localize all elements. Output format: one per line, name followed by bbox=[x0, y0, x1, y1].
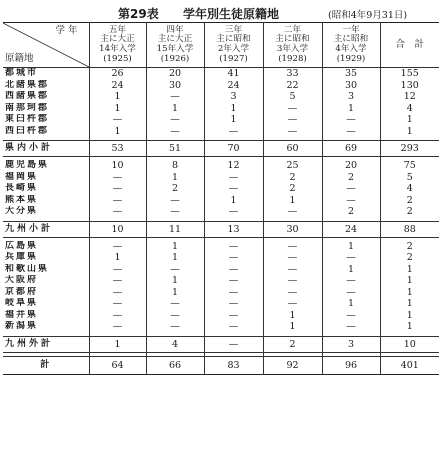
grade-count-cell: — bbox=[89, 275, 146, 287]
table-row bbox=[3, 103, 439, 115]
grade-count-cell: — bbox=[89, 321, 146, 333]
row-total-cell: 293 bbox=[380, 141, 439, 157]
corner-origin-label: 原籍地 bbox=[5, 53, 34, 65]
grade-count-cell: 1 bbox=[204, 103, 263, 115]
grade-count-cell: 1 bbox=[322, 298, 380, 310]
grade-count-cell: 41 bbox=[204, 68, 263, 80]
table-row bbox=[3, 160, 439, 172]
col-header-line: 主に昭和 bbox=[275, 34, 310, 45]
table-row bbox=[3, 241, 439, 253]
grade-count-cell: — bbox=[322, 183, 380, 195]
grade-count-cell: — bbox=[322, 114, 380, 126]
grade-count-cell: 1 bbox=[322, 264, 380, 276]
grade-count-cell: 69 bbox=[322, 141, 380, 157]
grade-count-cell: 1 bbox=[89, 252, 146, 264]
grade-count-cell: 83 bbox=[204, 356, 263, 374]
grade-count-cell: — bbox=[89, 172, 146, 184]
grade-count-cell: — bbox=[146, 91, 204, 103]
grade-count-cell: 70 bbox=[204, 141, 263, 157]
grade-count-cell: — bbox=[322, 195, 380, 207]
row-label: 都城市 bbox=[5, 68, 39, 78]
grade-count-cell: 20 bbox=[146, 68, 204, 80]
grade-count-cell: — bbox=[146, 264, 204, 276]
grade-count-cell: 1 bbox=[89, 103, 146, 115]
table-row bbox=[3, 68, 439, 80]
row-label: 鹿児島県 bbox=[5, 160, 50, 170]
grade-count-cell: 2 bbox=[263, 336, 322, 352]
grade-count-cell: — bbox=[146, 298, 204, 310]
grade-count-cell: 24 bbox=[89, 80, 146, 92]
table-row bbox=[3, 183, 439, 195]
grade-count-cell: — bbox=[146, 321, 204, 333]
grade-count-cell: — bbox=[146, 310, 204, 322]
grade-count-cell: — bbox=[263, 275, 322, 287]
grade-count-cell: 2 bbox=[263, 183, 322, 195]
row-label: 北諸県郡 bbox=[5, 79, 50, 90]
row-total-cell: 1 bbox=[380, 310, 439, 322]
table-name: 学年別生徒原籍地 bbox=[183, 7, 280, 21]
grade-count-cell: — bbox=[322, 321, 380, 333]
col-header-line: 主に大正 bbox=[100, 34, 135, 45]
grade-count-cell: 10 bbox=[89, 160, 146, 172]
col-header-line: 二年 bbox=[283, 24, 302, 35]
origin-by-grade-table bbox=[3, 22, 439, 375]
table-row bbox=[3, 195, 439, 207]
row-total-cell: 12 bbox=[380, 91, 439, 103]
row-label: 岐阜県 bbox=[5, 298, 39, 308]
row-total-cell: 2 bbox=[380, 206, 439, 218]
grade-count-cell: — bbox=[322, 275, 380, 287]
grade-count-cell: — bbox=[263, 264, 322, 276]
row-label: 兵庫県 bbox=[5, 252, 39, 262]
row-label: 九州外計 bbox=[3, 336, 89, 352]
row-label: 福岡県 bbox=[5, 171, 39, 182]
col-header-line: 15年入学 bbox=[156, 44, 194, 54]
row-total-cell: 1 bbox=[380, 264, 439, 276]
grade-count-cell: 92 bbox=[263, 356, 322, 374]
table-row bbox=[3, 114, 439, 126]
col-header-line: 14年入学 bbox=[99, 44, 136, 54]
grade-count-cell: — bbox=[204, 252, 263, 264]
grade-count-cell: 1 bbox=[146, 241, 204, 253]
row-total-cell: 130 bbox=[380, 80, 439, 92]
grade-count-cell: 96 bbox=[322, 356, 380, 374]
row-label: 九州小計 bbox=[3, 221, 89, 237]
corner-header bbox=[3, 23, 89, 68]
grade-count-cell: — bbox=[204, 241, 263, 253]
grade-count-cell: 4 bbox=[146, 336, 204, 352]
row-label: 南那珂郡 bbox=[5, 102, 50, 113]
table-row bbox=[3, 298, 439, 310]
grade-count-cell: 1 bbox=[89, 126, 146, 138]
table-row bbox=[3, 275, 439, 287]
corner-grade-label: 学年 bbox=[55, 25, 81, 36]
row-label: 県内小計 bbox=[3, 141, 89, 157]
grade-count-cell: — bbox=[263, 252, 322, 264]
grade-count-cell: 26 bbox=[89, 68, 146, 80]
col-header-line: (1925) bbox=[103, 53, 132, 64]
col-header-line: 2年入学 bbox=[217, 44, 250, 54]
row-label: 京都府 bbox=[5, 286, 39, 297]
col-header-grade1 bbox=[322, 23, 380, 68]
col-header-line: (1929) bbox=[336, 53, 366, 64]
grade-count-cell: — bbox=[89, 298, 146, 310]
grade-count-cell: — bbox=[146, 126, 204, 138]
grade-count-cell: 30 bbox=[146, 80, 204, 92]
row-label: 熊本県 bbox=[5, 194, 39, 205]
grade-count-cell: 3 bbox=[322, 336, 380, 352]
grade-count-cell: 20 bbox=[322, 160, 380, 172]
grade-count-cell: — bbox=[204, 264, 263, 276]
grade-count-cell: 64 bbox=[89, 356, 146, 374]
row-total-cell: 4 bbox=[380, 183, 439, 195]
table-row bbox=[3, 206, 439, 218]
row-total-cell: 1 bbox=[380, 275, 439, 287]
table-row bbox=[3, 264, 439, 276]
row-total-cell: 4 bbox=[380, 103, 439, 115]
grade-count-cell: — bbox=[204, 298, 263, 310]
grade-count-cell: — bbox=[204, 336, 263, 352]
subtotal-row bbox=[3, 336, 439, 352]
grade-count-cell: 2 bbox=[322, 172, 380, 184]
grade-count-cell: 1 bbox=[322, 103, 380, 115]
grade-count-cell: 1 bbox=[146, 287, 204, 299]
row-label: 新潟県 bbox=[5, 321, 39, 331]
row-total-cell: 1 bbox=[380, 126, 439, 138]
grade-count-cell: — bbox=[89, 195, 146, 207]
row-label: 広島県 bbox=[5, 240, 39, 251]
grade-count-cell: 1 bbox=[146, 172, 204, 184]
grade-count-cell: — bbox=[204, 287, 263, 299]
grade-count-cell: — bbox=[89, 241, 146, 253]
col-header-line: 3年入学 bbox=[276, 44, 309, 54]
grade-count-cell: 12 bbox=[204, 160, 263, 172]
grade-count-cell: 3 bbox=[204, 91, 263, 103]
row-total-cell: 5 bbox=[380, 172, 439, 184]
grade-count-cell: 1 bbox=[146, 252, 204, 264]
grade-count-cell: 30 bbox=[322, 80, 380, 92]
grade-count-cell: 11 bbox=[146, 221, 204, 237]
row-total-cell: 1 bbox=[380, 287, 439, 299]
grade-count-cell: — bbox=[263, 103, 322, 115]
grade-count-cell: — bbox=[89, 264, 146, 276]
grade-count-cell: 1 bbox=[204, 195, 263, 207]
table-row bbox=[3, 91, 439, 103]
col-header-total bbox=[380, 23, 439, 68]
grade-count-cell: 1 bbox=[263, 310, 322, 322]
grade-count-cell: 24 bbox=[322, 221, 380, 237]
col-header-line: (1927) bbox=[219, 53, 248, 64]
row-label: 西諸県郡 bbox=[5, 91, 50, 101]
grade-count-cell: 13 bbox=[204, 221, 263, 237]
table-title bbox=[0, 2, 444, 20]
col-header-grade4 bbox=[146, 23, 204, 68]
subtotal-row bbox=[3, 141, 439, 157]
grade-count-cell: 5 bbox=[263, 91, 322, 103]
col-header-grade5 bbox=[89, 23, 146, 68]
grade-count-cell: — bbox=[89, 287, 146, 299]
grade-count-cell: — bbox=[322, 310, 380, 322]
row-total-cell: 155 bbox=[380, 68, 439, 80]
table-row bbox=[3, 252, 439, 264]
grade-count-cell: 1 bbox=[263, 321, 322, 333]
grade-count-cell: — bbox=[146, 114, 204, 126]
col-header-line: 4年入学 bbox=[335, 44, 367, 54]
row-total-cell: 2 bbox=[380, 195, 439, 207]
grade-count-cell: — bbox=[322, 252, 380, 264]
col-header-grade3 bbox=[204, 23, 263, 68]
col-header-line: (1928) bbox=[278, 53, 307, 64]
table-body bbox=[3, 68, 439, 375]
grade-count-cell: 22 bbox=[263, 80, 322, 92]
grade-count-cell: 51 bbox=[146, 141, 204, 157]
row-total-cell: 1 bbox=[380, 321, 439, 333]
grade-count-cell: 2 bbox=[146, 183, 204, 195]
row-label: 福井県 bbox=[5, 309, 39, 320]
grade-count-cell: — bbox=[263, 287, 322, 299]
row-total-cell: 1 bbox=[380, 114, 439, 126]
subtotal-row bbox=[3, 221, 439, 237]
table-date: (昭和4年9月31日) bbox=[328, 10, 408, 21]
grade-count-cell: 53 bbox=[89, 141, 146, 157]
grade-count-cell: 2 bbox=[322, 206, 380, 218]
row-total-cell: 10 bbox=[380, 336, 439, 352]
grade-count-cell: — bbox=[204, 310, 263, 322]
grade-count-cell: 8 bbox=[146, 160, 204, 172]
grade-count-cell: — bbox=[263, 206, 322, 218]
col-header-line: 四年 bbox=[166, 24, 184, 35]
table-row bbox=[3, 287, 439, 299]
row-total-cell: 88 bbox=[380, 221, 439, 237]
grade-count-cell: — bbox=[263, 114, 322, 126]
table-row bbox=[3, 80, 439, 92]
grade-count-cell: 1 bbox=[146, 103, 204, 115]
grade-count-cell: — bbox=[146, 206, 204, 218]
table-row bbox=[3, 126, 439, 138]
grade-count-cell: — bbox=[89, 310, 146, 322]
grade-count-cell: — bbox=[204, 206, 263, 218]
grade-count-cell: 35 bbox=[322, 68, 380, 80]
col-header-line: 主に大正 bbox=[157, 34, 193, 45]
col-header-line: 合 計 bbox=[395, 39, 424, 51]
grade-count-cell: — bbox=[89, 183, 146, 195]
row-label: 東臼杵郡 bbox=[5, 114, 50, 124]
row-total-cell: 1 bbox=[380, 298, 439, 310]
grade-count-cell: — bbox=[322, 287, 380, 299]
grade-count-cell: — bbox=[204, 183, 263, 195]
row-total-cell: 75 bbox=[380, 160, 439, 172]
col-header-line: 五年 bbox=[108, 24, 127, 35]
grade-count-cell: — bbox=[89, 114, 146, 126]
grade-count-cell: 10 bbox=[89, 221, 146, 237]
row-label: 大分県 bbox=[5, 206, 39, 216]
row-label: 和歌山県 bbox=[5, 263, 50, 274]
grade-count-cell: — bbox=[263, 126, 322, 138]
table-row bbox=[3, 310, 439, 322]
grade-count-cell: 25 bbox=[263, 160, 322, 172]
grade-count-cell: — bbox=[89, 206, 146, 218]
col-header-line: 主に昭和 bbox=[216, 34, 251, 45]
row-label: 計 bbox=[3, 356, 89, 374]
grade-count-cell: — bbox=[204, 321, 263, 333]
grade-count-cell: — bbox=[322, 126, 380, 138]
grade-count-cell: 2 bbox=[263, 172, 322, 184]
row-label: 長崎県 bbox=[5, 183, 39, 193]
grade-count-cell: 1 bbox=[89, 91, 146, 103]
row-total-cell: 401 bbox=[380, 356, 439, 374]
col-header-grade2 bbox=[263, 23, 322, 68]
grade-count-cell: — bbox=[146, 195, 204, 207]
grade-count-cell: 1 bbox=[146, 275, 204, 287]
grade-count-cell: — bbox=[263, 298, 322, 310]
table-row bbox=[3, 321, 439, 333]
col-header-line: 三年 bbox=[224, 24, 243, 35]
grade-count-cell: — bbox=[204, 126, 263, 138]
row-label: 西臼杵郡 bbox=[5, 125, 50, 136]
row-label: 大阪府 bbox=[5, 275, 39, 285]
row-total-cell: 2 bbox=[380, 241, 439, 253]
grade-count-cell: 1 bbox=[322, 241, 380, 253]
grade-count-cell: — bbox=[204, 275, 263, 287]
table-number: 第29表 bbox=[118, 7, 159, 21]
grade-count-cell: — bbox=[204, 172, 263, 184]
grade-count-cell: 1 bbox=[263, 195, 322, 207]
grade-count-cell: 30 bbox=[263, 221, 322, 237]
col-header-line: 一年 bbox=[342, 24, 360, 35]
grade-count-cell: 24 bbox=[204, 80, 263, 92]
grade-count-cell: 3 bbox=[322, 91, 380, 103]
col-header-line: 主に昭和 bbox=[333, 34, 369, 45]
grade-count-cell: 33 bbox=[263, 68, 322, 80]
table-row bbox=[3, 172, 439, 184]
grade-count-cell: 60 bbox=[263, 141, 322, 157]
grand-total-row bbox=[3, 356, 439, 374]
col-header-line: (1926) bbox=[160, 53, 190, 64]
grade-count-cell: 1 bbox=[89, 336, 146, 352]
grade-count-cell: 1 bbox=[204, 114, 263, 126]
grade-count-cell: 66 bbox=[146, 356, 204, 374]
grade-count-cell: — bbox=[263, 241, 322, 253]
row-total-cell: 2 bbox=[380, 252, 439, 264]
